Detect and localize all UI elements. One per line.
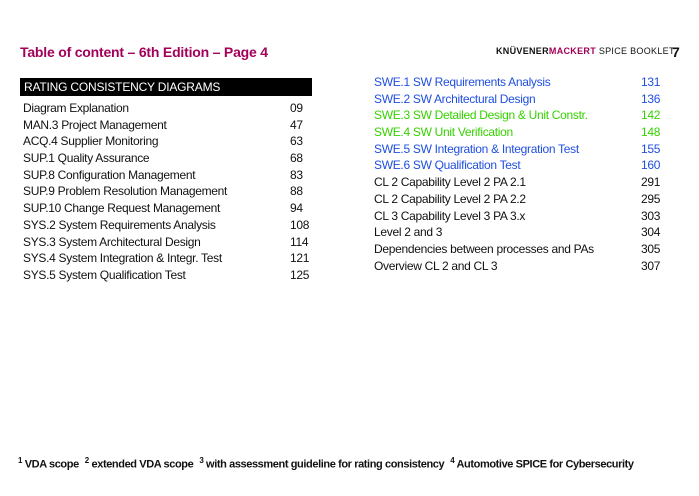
toc-entry-page: 131 xyxy=(641,75,661,89)
toc-entry-page: 136 xyxy=(641,91,661,106)
toc-entry-label: SWE.3 SW Detailed Design & Unit Constr. xyxy=(374,108,588,123)
toc-entry-label: SWE.5 SW Integration & Integration Test xyxy=(374,141,579,156)
toc-entry-page: 63 xyxy=(290,134,303,149)
toc-entry[interactable] xyxy=(374,74,664,91)
toc-entry-page: 121 xyxy=(290,251,310,266)
toc-entry[interactable] xyxy=(374,157,664,174)
toc-entry-page: 148 xyxy=(641,125,661,140)
toc-entry-label: SUP.1 Quality Assurance xyxy=(23,151,150,166)
toc-entry-label: SWE.1 SW Requirements Analysis xyxy=(374,75,551,89)
page-number: 7 xyxy=(672,44,680,60)
toc-entry-label: Diagram Explanation xyxy=(23,101,129,115)
toc-entry-page: 68 xyxy=(290,151,303,166)
toc-entry[interactable] xyxy=(23,267,313,284)
toc-entry-page: 305 xyxy=(641,241,661,256)
toc-entry[interactable] xyxy=(23,234,313,251)
toc-entry-page: 307 xyxy=(641,258,661,273)
toc-entry[interactable] xyxy=(374,141,664,158)
toc-entry[interactable] xyxy=(23,200,313,217)
toc-entry-page: 108 xyxy=(290,217,310,232)
toc-entry-label: SUP.8 Configuration Management xyxy=(23,167,196,182)
footnote-marker: 4 xyxy=(450,456,455,465)
toc-entry[interactable] xyxy=(23,117,313,134)
toc-entry[interactable] xyxy=(23,100,313,117)
toc-entry[interactable] xyxy=(374,224,664,241)
toc-left-list xyxy=(23,100,313,284)
toc-entry[interactable] xyxy=(23,133,313,150)
toc-entry[interactable] xyxy=(23,150,313,167)
toc-entry-label: ACQ.4 Supplier Monitoring xyxy=(23,134,159,149)
toc-entry-label: SWE.2 SW Architectural Design xyxy=(374,91,536,106)
brand-name-part1: KNÜVENER xyxy=(496,46,549,56)
toc-entry-label: CL 3 Capability Level 3 PA 3.x xyxy=(374,208,526,223)
footnote-text: extended VDA scope xyxy=(91,458,194,471)
toc-entry[interactable] xyxy=(23,250,313,267)
toc-entry-page: 303 xyxy=(641,208,661,223)
brand-name-part2: MACKERT xyxy=(548,46,597,56)
toc-entry-label: MAN.3 Project Management xyxy=(23,117,167,132)
toc-entry[interactable] xyxy=(374,107,664,124)
footnote-marker: 3 xyxy=(199,456,204,465)
toc-entry-page: 94 xyxy=(290,201,303,216)
toc-entry[interactable] xyxy=(374,258,664,275)
toc-entry[interactable] xyxy=(23,167,313,184)
toc-entry-page: 125 xyxy=(290,267,310,282)
toc-entry[interactable] xyxy=(374,124,664,141)
toc-entry-label: SWE.6 SW Qualification Test xyxy=(374,158,521,173)
toc-entry-page: 304 xyxy=(641,225,661,240)
page-title: Table of content – 6th Edition – Page 4 xyxy=(20,44,268,60)
toc-entry-page: 09 xyxy=(290,101,303,115)
footnote-text: Automotive SPICE for Cybersecurity xyxy=(456,458,634,471)
toc-entry-page: 291 xyxy=(641,175,661,190)
toc-entry-page: 295 xyxy=(641,191,661,206)
toc-entry-label: SUP.9 Problem Resolution Management xyxy=(23,184,228,199)
toc-right-list xyxy=(374,74,664,274)
toc-entry-page: 88 xyxy=(290,184,303,199)
toc-entry-label: SUP.10 Change Request Management xyxy=(23,201,220,216)
toc-entry-label: Dependencies between processes and PAs xyxy=(374,241,594,256)
toc-entry[interactable] xyxy=(374,174,664,191)
toc-entry[interactable] xyxy=(23,217,313,234)
toc-entry-page: 83 xyxy=(290,167,303,182)
toc-entry-page: 114 xyxy=(290,234,309,249)
toc-entry-label: SYS.2 System Requirements Analysis xyxy=(23,217,216,232)
brand-name-part3: SPICE BOOKLET xyxy=(596,46,675,56)
footnote-text: VDA scope xyxy=(24,458,79,471)
brand-logo xyxy=(496,46,675,56)
toc-entry-label: SYS.5 System Qualification Test xyxy=(23,267,186,282)
footnote-marker: 2 xyxy=(84,456,89,465)
toc-entry[interactable] xyxy=(374,241,664,258)
toc-entry-label: SYS.4 System Integration & Integr. Test xyxy=(23,251,222,266)
footnote-text: with assessment guideline for rating consistency xyxy=(206,458,445,471)
toc-entry[interactable] xyxy=(374,208,664,225)
toc-entry-page: 155 xyxy=(641,141,661,156)
toc-entry-label: SYS.3 System Architectural Design xyxy=(23,234,201,249)
toc-entry-label: CL 2 Capability Level 2 PA 2.2 xyxy=(374,191,526,206)
toc-entry-label: SWE.4 SW Unit Verification xyxy=(374,125,513,140)
footnote-marker: 1 xyxy=(18,456,23,465)
toc-entry-page: 160 xyxy=(641,158,661,173)
toc-entry-page: 47 xyxy=(290,117,303,132)
toc-entry-label: Overview CL 2 and CL 3 xyxy=(374,258,498,273)
toc-entry-label: CL 2 Capability Level 2 PA 2.1 xyxy=(374,175,526,190)
section-header-rating-consistency: RATING CONSISTENCY DIAGRAMS xyxy=(20,78,312,96)
toc-entry[interactable] xyxy=(23,183,313,200)
footnote xyxy=(18,456,634,471)
toc-entry-page: 142 xyxy=(641,108,661,123)
toc-entry[interactable] xyxy=(374,91,664,108)
toc-entry[interactable] xyxy=(374,191,664,208)
toc-entry-label: Level 2 and 3 xyxy=(374,225,443,240)
